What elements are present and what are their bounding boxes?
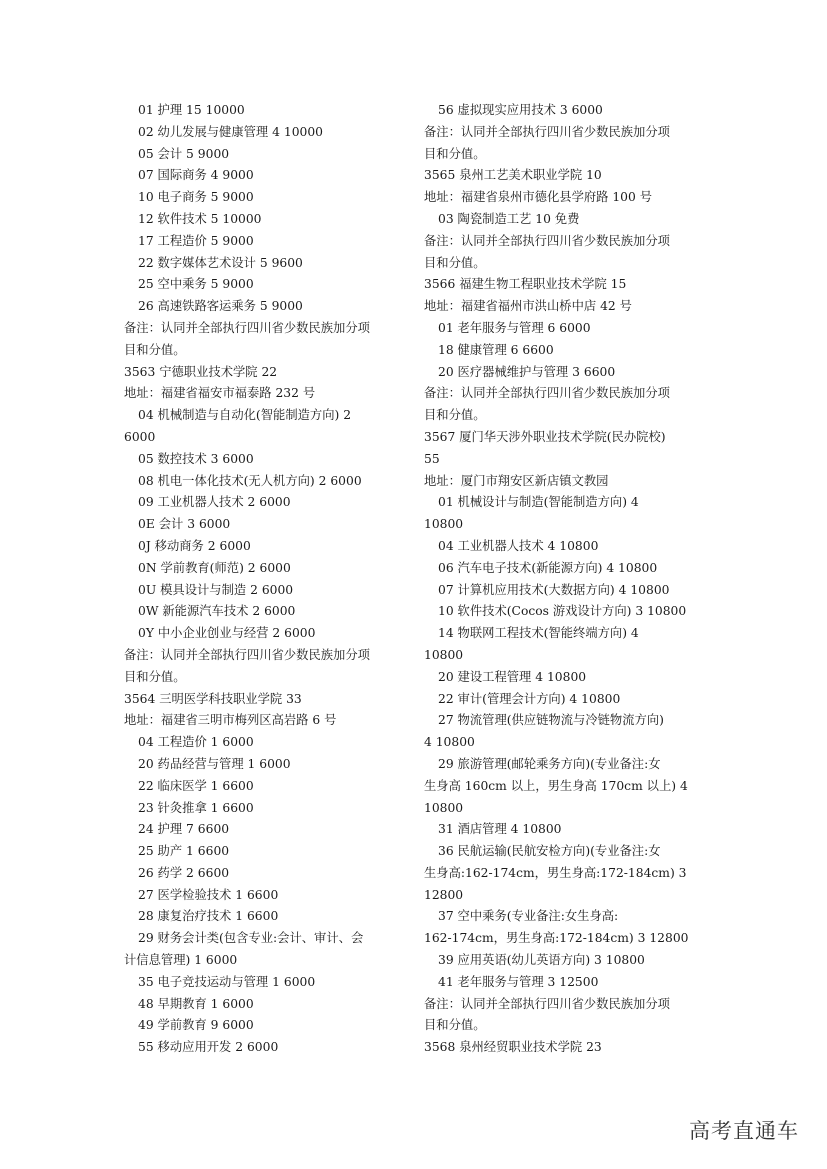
text-line: 31 酒店管理 4 10800 [438, 822, 562, 837]
text-line: 06 汽车电子技术(新能源方向) 4 10800 [438, 560, 658, 575]
text-line: 25 助产 1 6600 [138, 844, 230, 859]
text-line: 26 药学 2 6600 [138, 865, 230, 880]
text-line: 25 空中乘务 5 9000 [138, 277, 254, 292]
text-line: 生身高 160cm 以上，男生身高 170cm 以上) 4 [424, 778, 688, 793]
text-line: 3563 宁德职业技术学院 22 [124, 364, 278, 379]
text-line: 14 物联网工程技术(智能终端方向) 4 [438, 626, 639, 641]
text-line: 01 机械设计与制造(智能制造方向) 4 [438, 495, 639, 510]
text-line: 10800 [424, 800, 464, 815]
text-line: 地址：厦门市翔安区新店镇文教园 [424, 473, 609, 488]
text-line: 55 [424, 451, 440, 466]
text-line: 162-174cm，男生身高:172-184cm) 3 12800 [424, 931, 689, 946]
text-line: 目和分值。 [124, 342, 186, 357]
text-line: 0E 会计 3 6000 [138, 517, 231, 532]
text-line: 22 审计(管理会计方向) 4 10800 [438, 691, 621, 706]
text-line: 36 民航运输(民航安检方向)(专业备注:女 [438, 844, 661, 859]
text-line: 23 针灸推拿 1 6600 [138, 800, 254, 815]
text-line: 3568 泉州经贸职业技术学院 23 [424, 1040, 602, 1055]
text-line: 56 虚拟现实应用技术 3 6000 [438, 103, 603, 117]
right-text-column [424, 100, 708, 1059]
text-line: 0W 新能源汽车技术 2 6000 [138, 604, 296, 619]
text-line: 地址：福建省福州市洪山桥中店 42 号 [424, 299, 632, 314]
text-line: 26 高速铁路客运乘务 5 9000 [138, 299, 303, 314]
text-line: 3567 厦门华天涉外职业技术学院(民办院校) [424, 429, 666, 444]
text-line: 01 老年服务与管理 6 6000 [438, 320, 591, 335]
text-line: 目和分值。 [424, 1018, 486, 1033]
text-line: 地址：福建省三明市梅列区高岩路 6 号 [124, 713, 337, 728]
text-line: 05 数控技术 3 6000 [138, 451, 254, 466]
text-line: 08 机电一体化技术(无人机方向) 2 6000 [138, 473, 362, 488]
text-line: 备注：认同并全部执行四川省少数民族加分项 [424, 124, 670, 139]
text-line: 计信息管理) 1 6000 [124, 953, 238, 968]
text-line: 0J 移动商务 2 6000 [138, 538, 251, 553]
text-line: 07 国际商务 4 9000 [138, 168, 254, 183]
text-line: 07 计算机应用技术(大数据方向) 4 10800 [438, 582, 670, 597]
text-line: 10 电子商务 5 9000 [138, 190, 254, 205]
text-line: 12800 [424, 887, 464, 902]
text-line: 27 医学检验技术 1 6600 [138, 887, 279, 902]
text-line: 10800 [424, 647, 464, 662]
text-line: 备注：认同并全部执行四川省少数民族加分项 [124, 320, 370, 335]
text-line: 55 移动应用开发 2 6000 [138, 1040, 279, 1055]
text-line: 12 软件技术 5 10000 [138, 211, 262, 226]
text-line: 18 健康管理 6 6600 [438, 342, 554, 357]
text-line: 39 应用英语(幼儿英语方向) 3 10800 [438, 953, 645, 968]
text-line: 02 幼儿发展与健康管理 4 10000 [138, 124, 323, 139]
text-line: 48 早期教育 1 6000 [138, 996, 254, 1011]
text-line: 备注：认同并全部执行四川省少数民族加分项 [424, 996, 670, 1011]
text-line: 3566 福建生物工程职业技术学院 15 [424, 277, 627, 292]
text-line: 备注：认同并全部执行四川省少数民族加分项 [124, 647, 370, 662]
text-line: 05 会计 5 9000 [138, 146, 230, 161]
text-line: 35 电子竞技运动与管理 1 6000 [138, 974, 316, 989]
text-line: 22 数字媒体艺术设计 5 9600 [138, 255, 303, 270]
text-line: 04 工业机器人技术 4 10800 [438, 538, 599, 553]
text-line: 0Y 中小企业创业与经营 2 6000 [138, 626, 316, 641]
text-line: 09 工业机器人技术 2 6000 [138, 495, 291, 510]
text-line: 0N 学前教育(师范) 2 6000 [138, 560, 291, 575]
text-line: 03 陶瓷制造工艺 10 免费 [438, 211, 580, 226]
text-line: 27 物流管理(供应链物流与冷链物流方向) [438, 713, 664, 728]
left-text-column [124, 100, 408, 1059]
watermark: 高考直通车 [689, 1119, 799, 1143]
text-line: 20 药品经营与管理 1 6000 [138, 756, 291, 771]
text-line: 3564 三明医学科技职业学院 33 [124, 691, 302, 706]
text-line: 6000 [124, 429, 156, 444]
text-line: 20 医疗器械维护与管理 3 6600 [438, 364, 616, 379]
text-line: 24 护理 7 6600 [138, 822, 230, 837]
text-line: 29 旅游管理(邮轮乘务方向)(专业备注:女 [438, 756, 661, 771]
text-line: 地址：福建省泉州市德化县学府路 100 号 [424, 190, 653, 205]
text-line: 0U 模具设计与制造 2 6000 [138, 582, 294, 597]
text-line: 01 护理 15 10000 [138, 103, 245, 117]
text-line: 28 康复治疗技术 1 6600 [138, 909, 279, 924]
text-line: 3565 泉州工艺美术职业学院 10 [424, 168, 602, 183]
text-line: 地址：福建省福安市福泰路 232 号 [124, 386, 316, 401]
text-line: 备注：认同并全部执行四川省少数民族加分项 [424, 386, 670, 401]
text-line: 目和分值。 [424, 146, 486, 161]
text-line: 49 学前教育 9 6000 [138, 1018, 254, 1033]
text-line: 17 工程造价 5 9000 [138, 233, 254, 248]
text-line: 37 空中乘务(专业备注:女生身高: [438, 909, 619, 924]
text-line: 备注：认同并全部执行四川省少数民族加分项 [424, 233, 670, 248]
text-line: 22 临床医学 1 6600 [138, 778, 254, 793]
text-line: 目和分值。 [124, 669, 186, 684]
text-line: 20 建设工程管理 4 10800 [438, 669, 587, 684]
text-line: 04 机械制造与自动化(智能制造方向) 2 [138, 408, 352, 423]
text-line: 10800 [424, 517, 464, 532]
text-line: 生身高:162-174cm，男生身高:172-184cm) 3 [424, 865, 687, 880]
text-line: 10 软件技术(Cocos 游戏设计方向) 3 10800 [438, 604, 687, 619]
text-line: 41 老年服务与管理 3 12500 [438, 974, 599, 989]
text-line: 目和分值。 [424, 255, 486, 270]
text-line: 目和分值。 [424, 408, 486, 423]
text-line: 29 财务会计类(包含专业:会计、审计、会 [138, 931, 364, 946]
text-line: 04 工程造价 1 6000 [138, 735, 254, 750]
text-line: 4 10800 [424, 735, 475, 750]
